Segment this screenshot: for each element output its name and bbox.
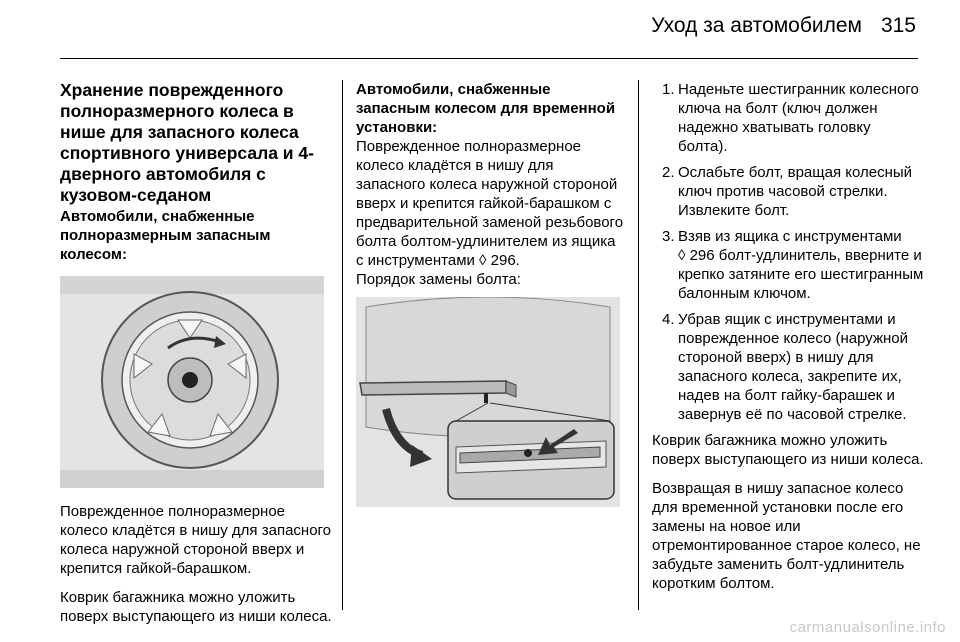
header-rule (60, 58, 918, 59)
step-text-suffix: 296 болт-удлинитель, вверните и крепко затяните его шестигранным балонным ключом. (678, 247, 924, 302)
step-item (652, 80, 924, 156)
step-item (652, 227, 924, 303)
column-3 (652, 80, 924, 593)
col3-paragraph-1: Коврик багажника можно уложить поверх выступающего из ниши колеса. (652, 432, 924, 468)
spare-wheel-figure (60, 276, 324, 488)
page-reference[interactable]: 296. (490, 252, 520, 269)
step-text: Убрав ящик с инструментами и поврежденное колесо (наружной стороной вверх) в нишу для запасного колеса, закрепите их, надев на болт гайку-барашек и завернув её по часовой стрелке. (678, 311, 909, 423)
step-item (652, 310, 924, 424)
bolt-replacement-figure (356, 297, 620, 507)
bolt-steps-list (652, 80, 924, 424)
step-text: Наденьте шестигранник колесного ключа на болт (ключ должен надежно хватывать головку болта). (678, 81, 919, 155)
column-1 (60, 80, 332, 626)
step-number: 3. (662, 228, 675, 245)
header-title: Уход за автомобилем (651, 14, 862, 37)
step-text: Ослабьте болт, вращая колесный ключ против часовой стрелки. Извлеките болт. (678, 164, 913, 219)
step-text-prefix: Взяв из ящика с инструментами (678, 228, 902, 245)
column-2 (356, 80, 624, 507)
page-header (0, 0, 960, 60)
col1-subheading: Автомобили, снабженные полноразмерным запасным колесом: (60, 208, 271, 263)
page-number: 315 (880, 14, 916, 37)
step-number: 2. (662, 164, 675, 181)
col1-paragraph-2: Коврик багажника можно уложить поверх выступающего из ниши колеса. (60, 589, 332, 625)
col2-paragraph-1 (356, 137, 624, 270)
step-item (652, 163, 924, 220)
step-number: 1. (662, 81, 675, 98)
col2-subheading: Автомобили, снабженные запасным колесом для временной установки: (356, 81, 616, 136)
page-reference-icon: ◊ (479, 252, 487, 269)
step-number: 4. (662, 311, 675, 328)
column-divider-2 (638, 80, 639, 610)
watermark: carmanualsonline.info (789, 619, 946, 636)
column-divider-1 (342, 80, 343, 610)
col1-paragraph-1: Поврежденное полноразмерное колесо кладётся в нишу для запасного колеса наружной стороной вверх и крепится гайкой-барашком. (60, 503, 332, 577)
col2-paragraph-1-text: Поврежденное полноразмерное колесо кладётся в нишу для запасного колеса наружной стороной вверх и крепится гайкой-барашком с предварительной заменой резьбового болта болтом-удлинителем из ящика с инструментами (356, 138, 624, 269)
col2-paragraph-2: Порядок замены болта: (356, 271, 521, 288)
section-heading: Хранение поврежденного полноразмерного колеса в нише для запасного колеса спортивного универсала и 4-дверного автомобиля с кузовом-седаном (60, 80, 314, 205)
col3-paragraph-2: Возвращая в нишу запасное колесо для временной установки после его замены на новое или отремонтированное старое колесо, не забудьте заменить болт-удлинитель коротким болтом. (652, 480, 921, 592)
page-reference-icon: ◊ (678, 247, 686, 264)
